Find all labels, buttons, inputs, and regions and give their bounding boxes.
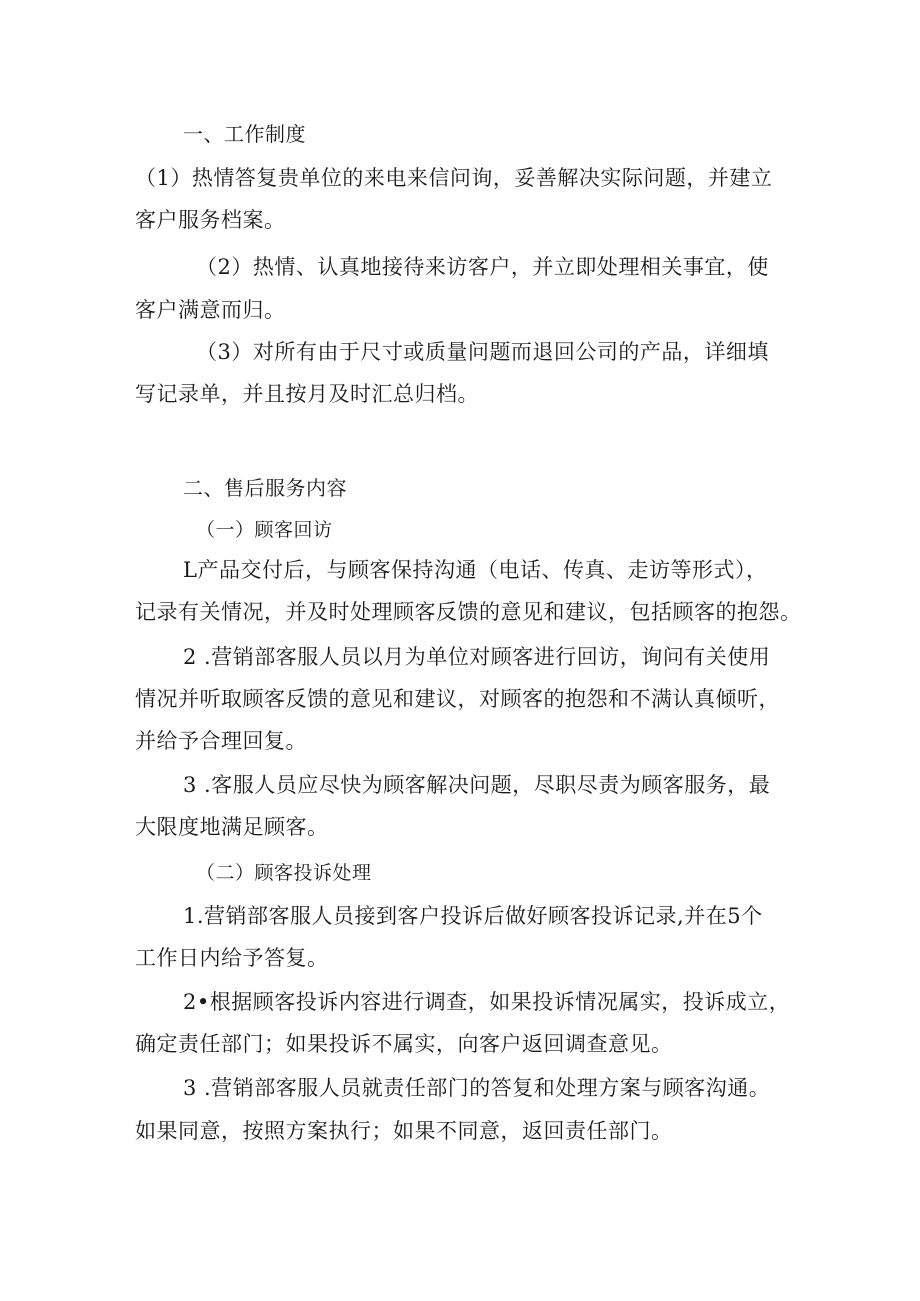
paragraph-line: 3 .营销部客服人员就责任部门的答复和处理方案与顾客沟通。 [183, 1076, 771, 1100]
paragraph-line: 2•根据顾客投诉内容进行调查，如果投诉情况属实，投诉成立， [183, 990, 791, 1014]
paragraph-line: 2 .营销部客服人员以月为单位对顾客进行回访，询问有关使用 [183, 645, 771, 669]
paragraph-line: 记录有关情况，并及时处理顾客反馈的意见和建议，包括顾客的抱怨。 [135, 600, 802, 624]
paragraph-line: （2）热情、认真地接待来访客户，并立即处理相关事宜，使 [196, 255, 769, 279]
subsection-heading-customer-visit: （一）顾客回访 [196, 519, 333, 541]
paragraph-line: 客户服务档案。 [135, 208, 286, 232]
paragraph-line: 情况并听取顾客反馈的意见和建议，对顾客的抱怨和不满认真倾听， [135, 687, 780, 711]
section-heading-work-system: 一、工作制度 [183, 122, 306, 146]
paragraph-line: L产品交付后，与顾客保持沟通（电话、传真、走访等形式）， [183, 558, 768, 582]
paragraph-line: （1）热情答复贵单位的来电来信问询，妥善解决实际问题，并建立 [135, 166, 773, 190]
paragraph-line: 工作日内给予答复。 [135, 946, 329, 970]
paragraph-line: （3）对所有由于尺寸或质量问题而退回公司的产品，详细填 [196, 340, 769, 364]
paragraph-line: 并给予合理回复。 [135, 729, 307, 753]
paragraph-line: 写记录单，并且按月及时汇总归档。 [135, 382, 479, 406]
paragraph-line: 1.营销部客服人员接到客户投诉后做好顾客投诉记录,并在5个 [183, 904, 763, 928]
paragraph-line: 大限度地满足顾客。 [135, 815, 329, 839]
paragraph-line: 3 .客服人员应尽快为顾客解决问题，尽职尽责为顾客服务，最 [183, 773, 771, 797]
paragraph-line: 客户满意而归。 [135, 298, 286, 322]
paragraph-line: 确定责任部门；如果投诉不属实，向客户返回调查意见。 [135, 1032, 673, 1056]
section-heading-after-sales: 二、售后服务内容 [183, 476, 347, 500]
paragraph-line: 如果同意，按照方案执行；如果不同意，返回责任部门。 [135, 1119, 673, 1143]
subsection-heading-complaint-handling: （二）顾客投诉处理 [196, 862, 372, 884]
